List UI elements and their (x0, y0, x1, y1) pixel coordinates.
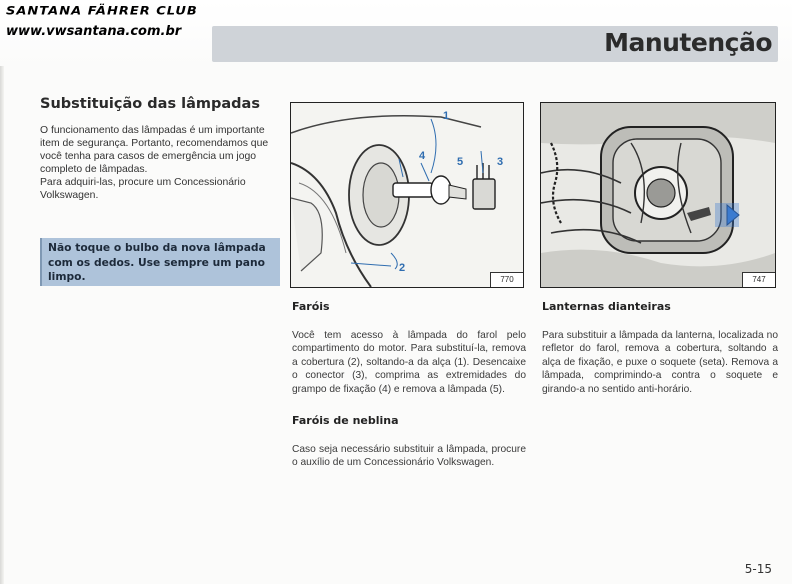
figure-number: 770 (490, 272, 523, 287)
parking-lights-column (542, 300, 778, 396)
header (0, 0, 792, 66)
headlights-column (292, 300, 526, 470)
intro-paragraph-2: Para adquiri-las, procure um Concessionário Volkswagen. (40, 177, 246, 201)
farois-text: Você tem acesso à lâmpada do farol pelo compartimento do motor. Para substituí-la, remova a cobertura (2), soltando-a da alça (1). Desencaixe o conector (3), comprima as extremidades do grampo de fixação (4) e remova a lâmpada (5). (292, 330, 526, 395)
neblina-text: Caso seja necessário substituir a lâmpada, procure o auxílio de um Concessionário Volkswagen. (292, 444, 526, 469)
warning-box (40, 238, 280, 286)
club-url: www.vwsantana.com.br (6, 24, 182, 39)
farois-heading: Faróis (292, 300, 330, 313)
lanternas-heading: Lanternas dianteiras (542, 300, 671, 313)
page-binding-shadow (0, 66, 4, 584)
neblina-heading: Faróis de neblina (292, 414, 399, 428)
section-title: Manutenção (604, 28, 772, 57)
intro-heading: Substituição das lâmpadas (40, 96, 260, 112)
intro-paragraph-1: O funcionamento das lâmpadas é um importante item de segurança. Portanto, recomendamos que você tenha para casos de emergência um jogo completo de lâmpadas. (40, 125, 269, 175)
figure-headlight (290, 102, 524, 288)
parking-light-illustration (541, 103, 775, 287)
club-title: SANTANA FÄHRER CLUB (6, 4, 198, 19)
callout-3: 3 (497, 156, 504, 168)
callout-5: 5 (457, 156, 464, 168)
lanternas-text: Para substituir a lâmpada da lanterna, localizada no refletor do farol, remova a cobertura, soltando a alça de fixação, e puxe o soquete (seta). Remova a lâmpada, comprimindo-a contra o soquete e girando-a no sentido anti-horário. (542, 330, 778, 395)
warning-text: Não toque o bulbo da nova lâmpada com os dedos. Use sempre um pano limpo. (48, 241, 266, 283)
callout-1: 1 (443, 110, 450, 122)
callout-4: 4 (419, 150, 426, 162)
page-number: 5-15 (744, 562, 772, 576)
headlight-illustration (291, 103, 523, 287)
callout-2: 2 (399, 262, 406, 274)
intro-column (40, 96, 280, 202)
figure-parking-light (540, 102, 776, 288)
figure-number: 747 (742, 272, 775, 287)
